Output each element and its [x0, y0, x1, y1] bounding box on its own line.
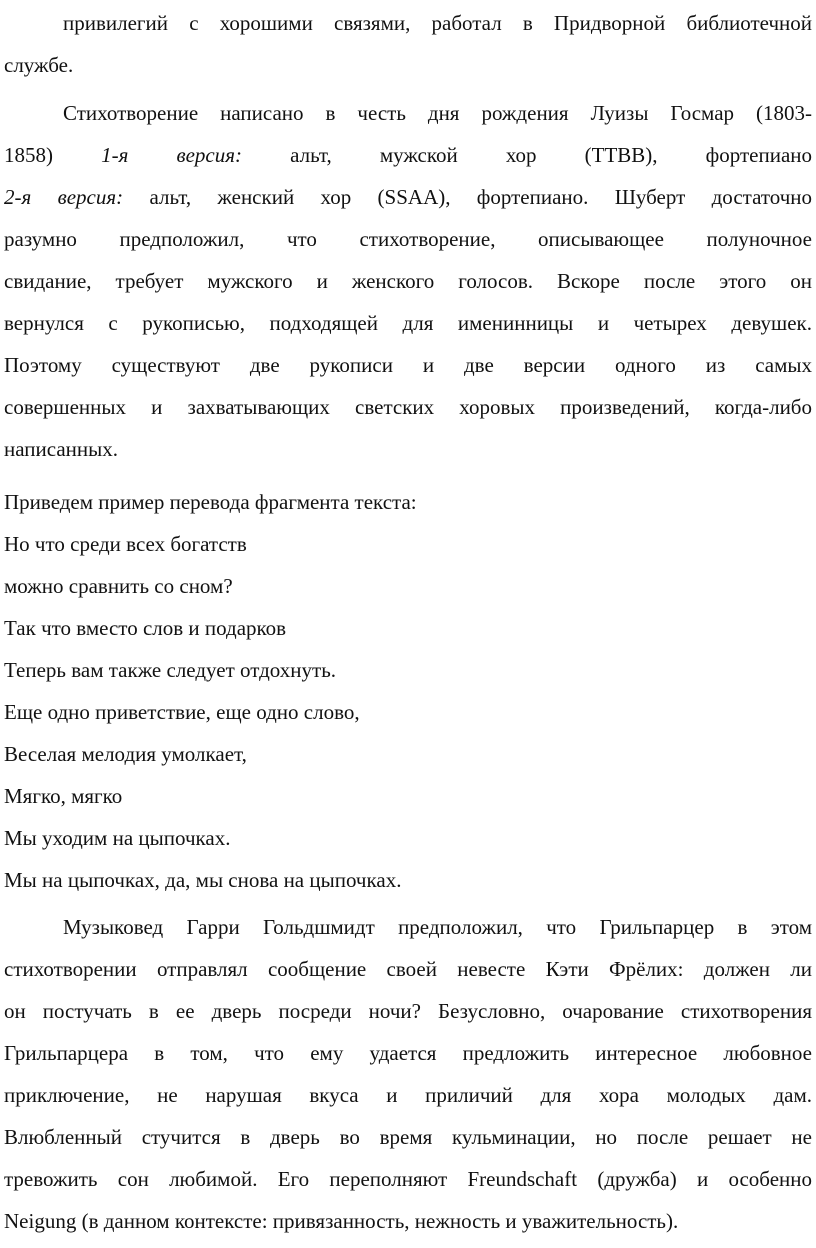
paragraph-line: службе.: [4, 53, 74, 77]
paragraph-line: Музыковед Гарри Гольдшмидт предположил, что Грильпарцер в этом: [63, 915, 812, 939]
paragraph-line-mixed: [4, 176, 812, 218]
paragraph-line: Neigung (в данном контексте: привязанность, нежность и уважительность).: [4, 1209, 679, 1233]
poem-line: Так что вместо слов и подарков: [4, 616, 287, 640]
paragraph-line: приключение, не нарушая вкуса и приличий для хора молодых дам.: [4, 1083, 812, 1107]
poem-line: Теперь вам также следует отдохнуть.: [4, 658, 337, 682]
paragraph-line: Грильпарцера в том, что ему удается предложить интересное любовное: [4, 1041, 812, 1065]
poem-line: Мягко, мягко: [4, 784, 123, 808]
poem-line: Еще одно приветствие, еще одно слово,: [4, 700, 360, 724]
paragraph-line: написанных.: [4, 437, 118, 461]
paragraph-line-mixed: [4, 134, 812, 176]
paragraph-line: тревожить сон любимой. Его переполняют Freundschaft (дружба) и особенно: [4, 1167, 812, 1191]
paragraph-line: свидание, требует мужского и женского голосов. Вскоре после этого он: [4, 269, 812, 293]
paragraph-line: Стихотворение написано в честь дня рождения Луизы Госмар (1803-: [63, 101, 812, 125]
translation-intro: Приведем пример перевода фрагмента текста:: [4, 490, 417, 514]
paragraph-line: Поэтому существуют две рукописи и две версии одного из самых: [4, 353, 812, 377]
version-text: альт, женский хор (SSAA), фортепиано. Шуберт достаточно: [149, 185, 812, 209]
version-text: альт, мужской хор (TTBB), фортепиано: [290, 143, 812, 167]
paragraph-line: Влюбленный стучится в дверь во время кульминации, но после решает не: [4, 1125, 812, 1149]
poem-line: Мы уходим на цыпочках.: [4, 826, 231, 850]
paragraph-line: стихотворении отправлял сообщение своей невесте Кэти Фрёлих: должен ли: [4, 957, 812, 981]
paragraph-line: он постучать в ее дверь посреди ночи? Безусловно, очарование стихотворения: [4, 999, 812, 1023]
poem-line: Мы на цыпочках, да, мы снова на цыпочках.: [4, 868, 402, 892]
poem-line: Но что среди всех богатств: [4, 532, 247, 556]
paragraph-line: привилегий с хорошими связями, работал в Придворной библиотечной: [63, 11, 812, 35]
paragraph-line: вернулся с рукописью, подходящей для именинницы и четырех девушек.: [4, 311, 812, 335]
version-label: 2-я версия:: [4, 185, 124, 209]
year-text: 1858): [4, 143, 53, 167]
version-label: 1-я версия:: [101, 143, 243, 167]
paragraph-line: разумно предположил, что стихотворение, описывающее полуночное: [4, 227, 812, 251]
poem-line: Веселая мелодия умолкает,: [4, 742, 247, 766]
paragraph-line: совершенных и захватывающих светских хоровых произведений, когда-либо: [4, 395, 812, 419]
poem-line: можно сравнить со сном?: [4, 574, 233, 598]
